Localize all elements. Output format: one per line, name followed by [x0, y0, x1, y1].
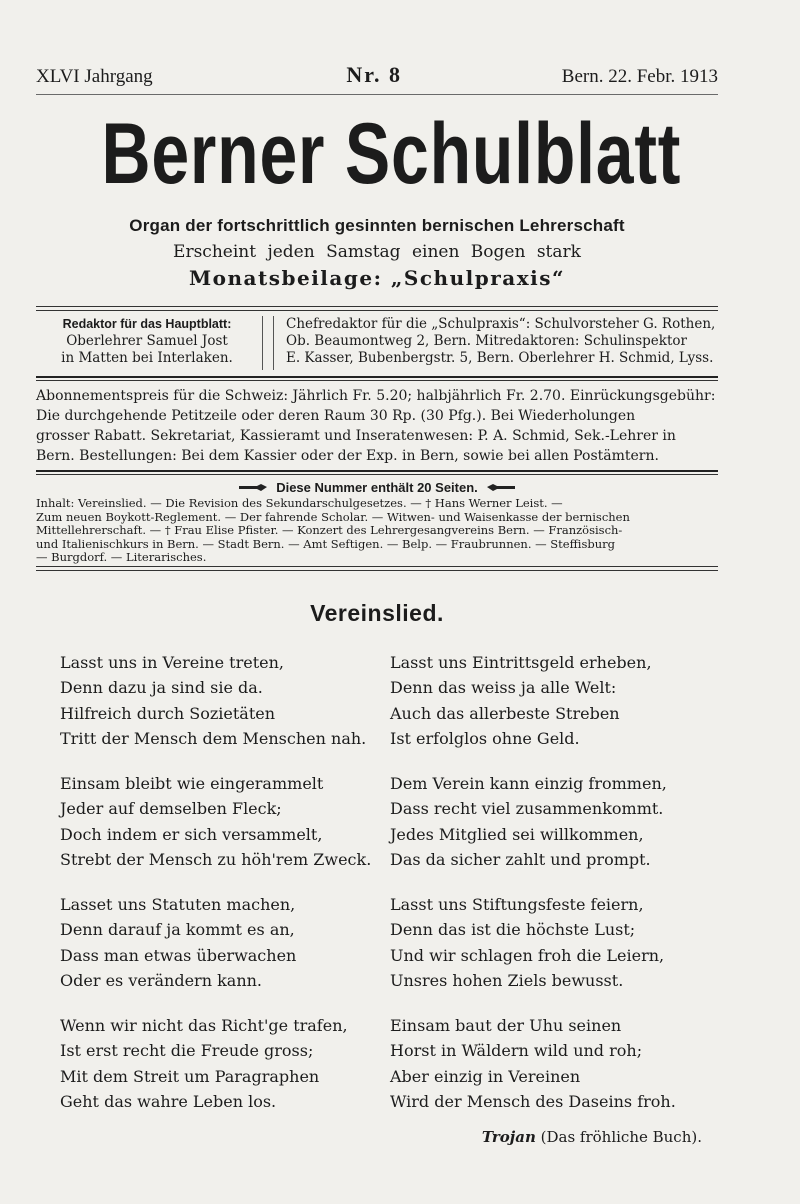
subscription-line: Abonnementspreis für die Schweiz: Jährlich Fr. 5.20; halbjährlich Fr. 2.70. Einrückungsgebühr: — [36, 388, 716, 404]
stanza — [390, 650, 710, 771]
verse-line: Strebt der Mensch zu höh'rem Zweck. — [60, 849, 372, 869]
verse-line: Aber einzig in Vereinen — [390, 1066, 581, 1086]
issue-date: Bern. 22. Febr. 1913 — [561, 66, 718, 87]
divider — [36, 474, 718, 475]
verse-line: Das da sicher zahlt und prompt. — [390, 849, 651, 869]
contents-block — [36, 480, 718, 565]
poem-column-right — [390, 650, 710, 1134]
attribution-author: Trojan — [481, 1128, 536, 1146]
verse-line: Dass man etwas überwachen — [60, 945, 297, 965]
verse-line: Wenn wir nicht das Richt'ge trafen, — [60, 1016, 348, 1035]
masthead-title: Berner Schulblatt — [101, 106, 682, 202]
divider — [36, 380, 718, 381]
verse-line: Wird der Mensch des Daseins froh. — [390, 1091, 676, 1111]
subscription-line: Die durchgehende Petitzeile oder deren Raum 30 Rp. (30 Pfg.). Bei Wiederholungen — [36, 408, 636, 424]
divider — [36, 566, 718, 567]
verse-line: Lasst uns in Vereine treten, — [60, 653, 284, 672]
divider — [36, 310, 718, 311]
issue-number: Nr. 8 — [346, 62, 403, 87]
editor-main-place: in Matten bei Interlaken. — [61, 350, 233, 366]
volume-label: XLVI Jahrgang — [36, 66, 153, 87]
contents-header-text: Diese Nummer enthält 20 Seiten. — [276, 480, 478, 495]
verse-line: Dem Verein kann einzig frommen, — [390, 774, 667, 793]
divider — [36, 570, 718, 571]
stanza — [390, 771, 710, 892]
poem-title: Vereinslied. — [310, 600, 444, 626]
contents-line: Mittellehrerschaft. — † Frau Elise Pfister. — Konzert des Lehrergesangvereins Bern. — Französisch- — [36, 523, 623, 537]
stanza — [60, 892, 380, 1013]
verse-line: Hilfreich durch Sozietäten — [60, 703, 276, 723]
verse-line: Ist erst recht die Freude gross; — [60, 1041, 314, 1061]
contents-header — [36, 480, 718, 496]
divider — [36, 470, 718, 472]
editor-supplement-line: Chefredaktor für die „Schulpraxis“: Schulvorsteher G. Rothen, — [286, 316, 716, 332]
poem-attribution — [482, 1128, 702, 1146]
stanza — [60, 771, 380, 892]
masthead-frequency: Erscheint jeden Samstag einen Bogen stark — [173, 242, 581, 262]
verse-line: Und wir schlagen froh die Leiern, — [390, 945, 665, 965]
verse-line: Unsres hohen Ziels bewusst. — [390, 970, 624, 990]
poem-column-left — [60, 650, 380, 1134]
subscription-line: Bern. Bestellungen: Bei dem Kassier oder der Exp. in Bern, sowie bei allen Postämtern. — [36, 448, 659, 464]
contents-line: — Burgdorf. — Literarisches. — [36, 550, 207, 564]
verse-line: Auch das allerbeste Streben — [390, 703, 620, 723]
top-rule — [36, 94, 718, 95]
verse-line: Denn dazu ja sind sie da. — [60, 678, 263, 698]
editor-supplement-line: E. Kasser, Bubenbergstr. 5, Bern. Oberlehrer H. Schmid, Lyss. — [286, 350, 714, 366]
verse-line: Horst in Wäldern wild und roh; — [390, 1041, 643, 1061]
contents-line: Zum neuen Boykott-Reglement. — Der fahrende Scholar. — Witwen- und Waisenkasse der bernischen — [36, 509, 630, 524]
stanza — [60, 650, 380, 771]
issue-line — [36, 62, 718, 88]
divider — [36, 306, 718, 307]
editor-supplement — [286, 316, 718, 370]
stanza — [390, 1013, 710, 1134]
editor-main-role: Redaktor für das Hauptblatt: — [62, 317, 232, 331]
verse-line: Geht das wahre Leben los. — [60, 1091, 277, 1111]
pointing-hand-icon — [239, 483, 267, 492]
verse-line: Jeder auf demselben Fleck; — [60, 799, 282, 819]
verse-line: Einsam baut der Uhu seinen — [390, 1016, 622, 1035]
pointing-hand-icon — [487, 483, 515, 492]
stanza — [60, 1013, 380, 1134]
verse-line: Denn das ist die höchste Lust; — [390, 920, 636, 940]
masthead-organ: Organ der fortschrittlich gesinnten bernischen Lehrerschaft — [129, 216, 625, 235]
attribution-source: (Das fröhliche Buch). — [540, 1128, 702, 1146]
verse-line: Tritt der Mensch dem Menschen nah. — [60, 728, 367, 748]
verse-line: Ist erfolglos ohne Geld. — [390, 728, 580, 748]
verse-line: Doch indem er sich versammelt, — [60, 824, 323, 844]
editor-supplement-line: Ob. Beaumontweg 2, Bern. Mitredaktoren: Schulinspektor — [286, 333, 687, 349]
contents-line: und Italienischkurs in Bern. — Stadt Bern. — Amt Seftigen. — Belp. — Fraubrunnen. — Steffisburg — [36, 536, 615, 551]
verse-line: Oder es verändern kann. — [60, 970, 263, 990]
verse-line: Lasst uns Eintrittsgeld erheben, — [390, 653, 652, 672]
editors-block — [36, 316, 718, 370]
editor-main-name: Oberlehrer Samuel Jost — [66, 333, 228, 349]
stanza — [390, 892, 710, 1013]
subscription-block — [36, 386, 718, 466]
verse-line: Dass recht viel zusammenkommt. — [390, 799, 664, 819]
verse-line: Denn darauf ja kommt es an, — [60, 920, 295, 940]
verse-line: Denn das weiss ja alle Welt: — [390, 678, 617, 698]
verse-line: Mit dem Streit um Paragraphen — [60, 1066, 320, 1086]
verse-line: Einsam bleibt wie eingerammelt — [60, 774, 324, 793]
masthead-supplement: Monatsbeilage: „Schulpraxis“ — [189, 266, 565, 290]
verse-line: Lasset uns Statuten machen, — [60, 895, 296, 914]
column-separator — [262, 316, 274, 370]
divider — [36, 376, 718, 378]
editor-main — [36, 316, 258, 370]
contents-line: Inhalt: Vereinslied. — Die Revision des Sekundarschulgesetzes. — † Hans Werner Leist. — — [36, 496, 563, 510]
verse-line: Lasst uns Stiftungsfeste feiern, — [390, 895, 644, 914]
verse-line: Jedes Mitglied sei willkommen, — [390, 824, 644, 844]
subscription-line: grosser Rabatt. Sekretariat, Kassieramt und Inseratenwesen: P. A. Schmid, Sek.-Lehrer in — [36, 428, 676, 444]
